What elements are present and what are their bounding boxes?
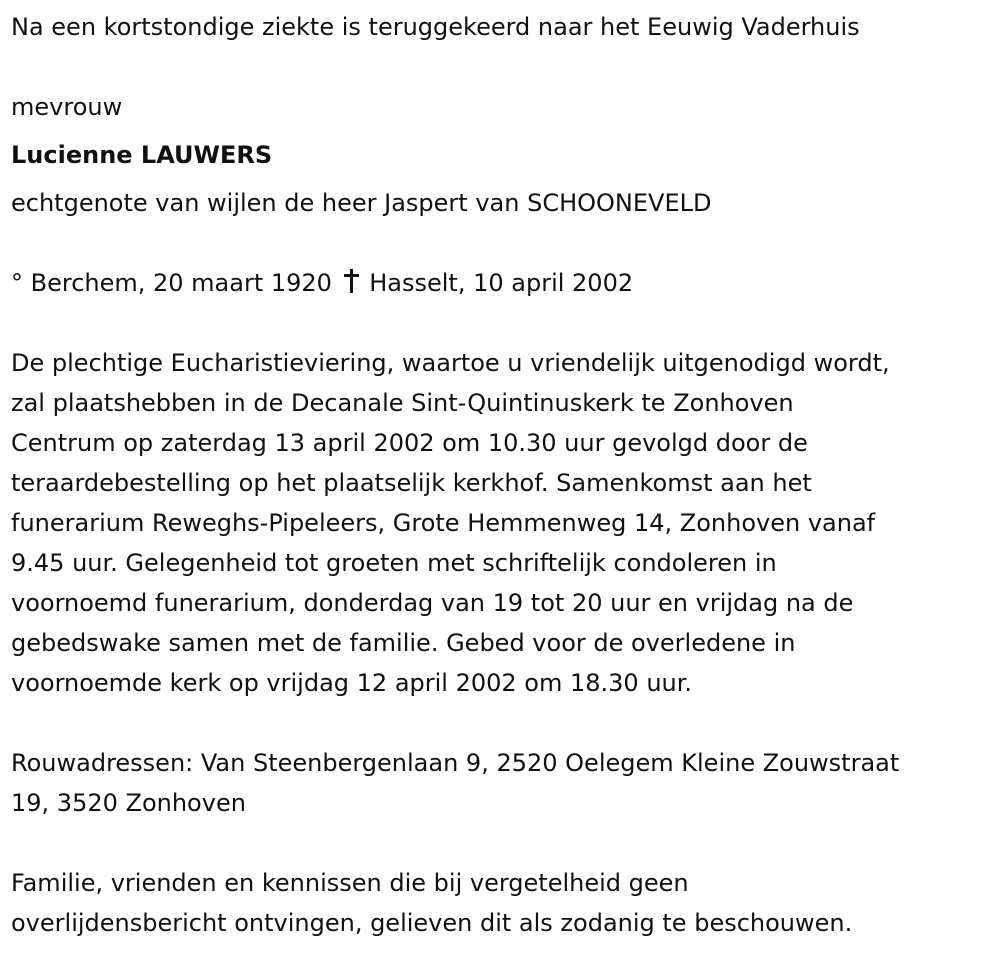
ceremony-line: gebedswake samen met de familie. Gebed voor de overledene in (11, 629, 796, 657)
life-dates (11, 263, 990, 303)
mourning-addresses (11, 743, 990, 823)
intro-text: Na een kortstondige ziekte is teruggekeerd naar het Eeuwig Vaderhuis (11, 13, 860, 41)
spouse-line: echtgenote van wijlen de heer Jaspert van SCHOONEVELD (11, 189, 712, 217)
address-line: Rouwadressen: Van Steenbergenlaan 9, 2520 Oelegem Kleine Zouwstraat (11, 749, 900, 777)
deceased-name: Lucienne LAUWERS (11, 141, 273, 169)
ceremony-line: De plechtige Eucharistieviering, waartoe u vriendelijk uitgenodigd wordt, (11, 349, 890, 377)
birth-info: ° Berchem, 20 maart 1920 (11, 269, 332, 297)
ceremony-line: 9.45 uur. Gelegenheid tot groeten met schriftelijk condoleren in (11, 549, 777, 577)
ceremony-line: Centrum op zaterdag 13 april 2002 om 10.30 uur gevolgd door de (11, 429, 808, 457)
address-line: 19, 3520 Zonhoven (11, 789, 246, 817)
ceremony-paragraph (11, 343, 990, 703)
death-info: Hasselt, 10 april 2002 (369, 269, 634, 297)
cross-icon (340, 263, 362, 303)
ceremony-line: voornoemde kerk op vrijdag 12 april 2002 om 18.30 uur. (11, 669, 693, 697)
closing-paragraph (11, 863, 990, 943)
closing-line: Familie, vrienden en kennissen die bij vergetelheid geen (11, 869, 689, 897)
salutation: mevrouw (11, 93, 123, 121)
ceremony-line: teraardebestelling op het plaatselijk kerkhof. Samenkomst aan het (11, 469, 812, 497)
closing-line: overlijdensbericht ontvingen, gelieven dit als zodanig te beschouwen. (11, 909, 853, 937)
ceremony-line: funerarium Reweghs-Pipeleers, Grote Hemmenweg 14, Zonhoven vanaf (11, 509, 876, 537)
ceremony-line: voornoemd funerarium, donderdag van 19 tot 20 uur en vrijdag na de (11, 589, 854, 617)
ceremony-line: zal plaatshebben in de Decanale Sint-Quintinuskerk te Zonhoven (11, 389, 794, 417)
